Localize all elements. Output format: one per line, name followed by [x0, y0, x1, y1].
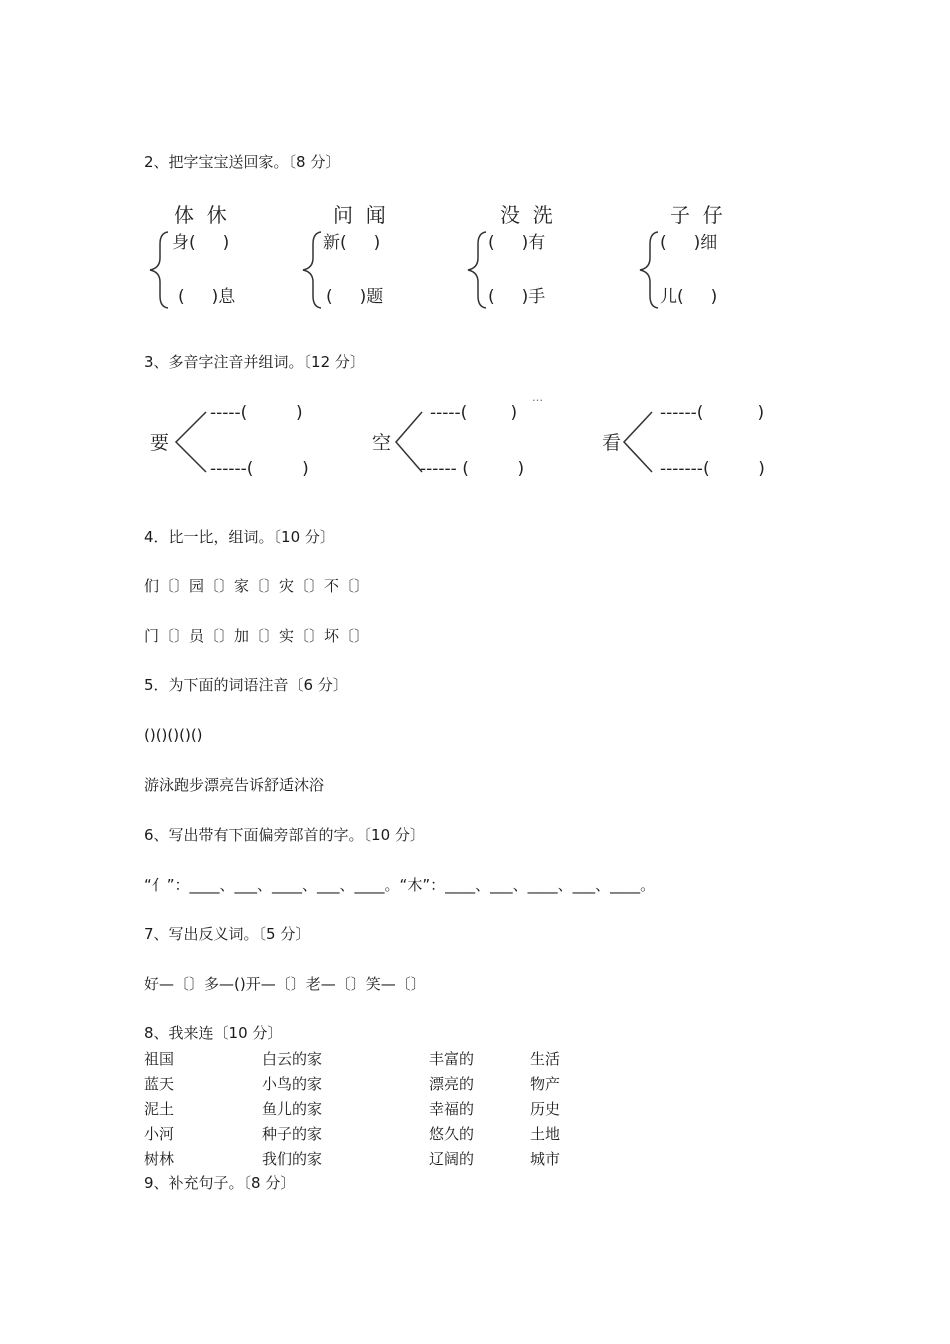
q5-blanks: ()()()()(): [144, 726, 203, 744]
q2-pair-4: 子 仔: [670, 203, 723, 227]
q2-group-3-top: ( )有: [488, 233, 546, 253]
q8-col1-item: 祖国: [144, 1050, 175, 1068]
q8-col4-item: 土地: [530, 1125, 561, 1143]
q3-yao-top: -----( ): [210, 403, 303, 423]
q7-title: 7、写出反义词。〔5 分〕: [144, 925, 311, 943]
q2-group-1-top: 身( ): [172, 233, 230, 253]
q2-group-4-bottom: 儿( ): [660, 287, 718, 307]
q3-yao-bottom: ------( ): [210, 459, 309, 479]
q4-row-2: 门〔〕员〔〕加〔〕实〔〕坏〔〕: [144, 627, 370, 645]
q8-col4-item: 物产: [530, 1075, 561, 1093]
q4-title: 4．比一比，组词。〔10 分〕: [144, 528, 335, 546]
q3-kan-bottom: -------( ): [660, 459, 765, 479]
q2-group-1-bottom: ( )息: [178, 287, 236, 307]
q3-kong-top: -----( ): [430, 403, 518, 423]
q3-kong-bottom: ------ ( ): [420, 459, 525, 479]
q2-title: 2、把字宝宝送回家。〔8 分〕: [144, 153, 341, 171]
q8-col3-item: 漂亮的: [429, 1075, 475, 1093]
q9-title: 9、补充句子。〔8 分〕: [144, 1174, 296, 1192]
q3-kan-top: ------( ): [660, 403, 765, 423]
q8-col1-item: 小河: [144, 1125, 175, 1143]
q5-title: 5．为下面的词语注音〔6 分〕: [144, 676, 348, 694]
q8-col2-item: 种子的家: [262, 1125, 323, 1143]
q5-words: 游泳跑步漂亮告诉舒适沐浴: [144, 776, 325, 794]
q3-char-kong: 空: [372, 432, 392, 454]
q2-pair-1: 体 休: [174, 203, 227, 227]
q2-group-2-top: 新( ): [323, 233, 381, 253]
q8-col3-item: 幸福的: [429, 1100, 475, 1118]
q6-line: “亻”：____、___、____、___、____。“木”：____、___、____、___、____。: [144, 876, 656, 894]
q8-col3-item: 丰富的: [429, 1050, 475, 1068]
q2-group-3-bottom: ( )手: [488, 287, 546, 307]
q2-group-4-top: ( )细: [660, 233, 718, 253]
branch-yao: [176, 412, 206, 472]
q8-col4-item: 城市: [530, 1150, 561, 1168]
q2-pair-3: 没 洗: [500, 203, 553, 227]
q8-col1-item: 蓝天: [144, 1075, 175, 1093]
q8-col2-item: 鱼儿的家: [262, 1100, 323, 1118]
q8-col3-item: 辽阔的: [429, 1150, 475, 1168]
q8-col4-item: 历史: [530, 1100, 561, 1118]
q8-col1-item: 泥土: [144, 1100, 175, 1118]
q4-row-1: 们〔〕园〔〕家〔〕灾〔〕不〔〕: [144, 577, 370, 595]
q8-title: 8、我来连〔10 分〕: [144, 1024, 283, 1042]
branch-kong: [396, 412, 422, 472]
q3-title: 3、多音字注音并组词。〔12 分〕: [144, 353, 365, 371]
q8-col3-item: 悠久的: [429, 1125, 475, 1143]
q7-line: 好—〔〕多—()开—〔〕老—〔〕笑—〔〕: [144, 975, 426, 993]
q3-ellipsis: …: [532, 391, 543, 404]
q8-col2-item: 我们的家: [262, 1150, 323, 1168]
q8-col1-item: 树林: [144, 1150, 175, 1168]
q2-pair-2: 问 闻: [333, 203, 386, 227]
q6-title: 6、写出带有下面偏旁部首的字。〔10 分〕: [144, 826, 425, 844]
q8-col4-item: 生活: [530, 1050, 561, 1068]
q3-char-yao: 要: [150, 432, 170, 454]
q3-char-kan: 看: [602, 432, 622, 454]
branch-kan: [624, 412, 652, 472]
q2-group-2-bottom: ( )题: [326, 287, 384, 307]
q8-col2-item: 小鸟的家: [262, 1075, 323, 1093]
q8-col2-item: 白云的家: [262, 1050, 323, 1068]
